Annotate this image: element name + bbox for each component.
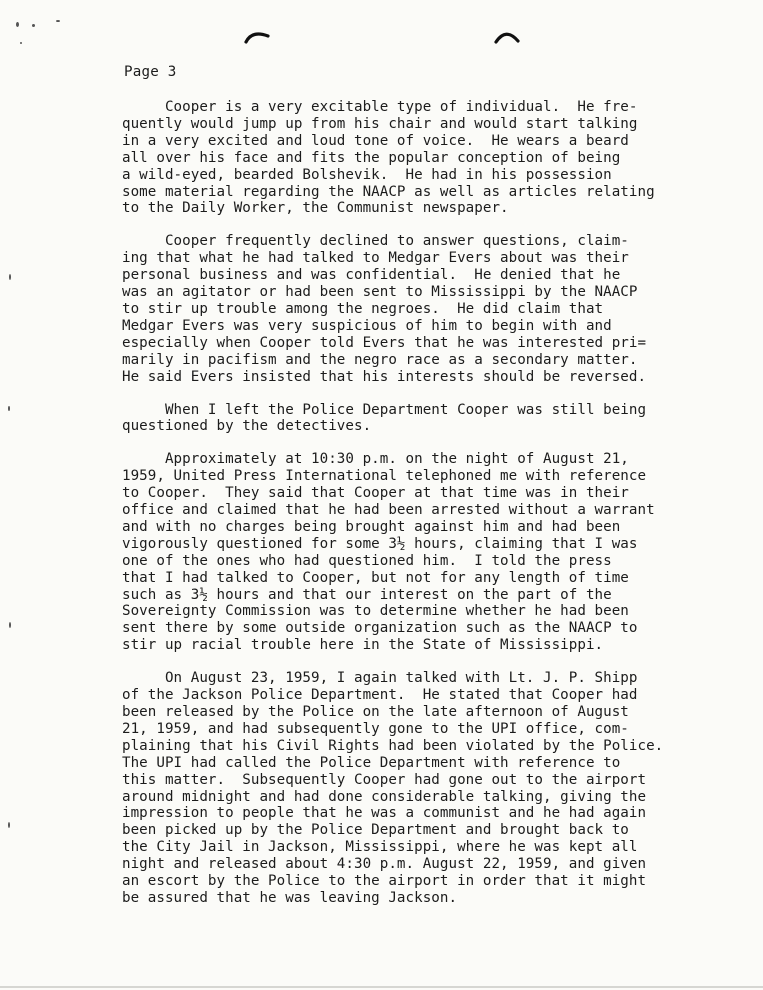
paragraph-cooper-description: Cooper is a very excitable type of individual. He fre- quently would jump up from his chair and would start talking in a very excited and loud tone of voice. He wears a beard all over his face and fits the popular conception of being a wild-eyed, bearded Bolshevik. He had in his possession some material regarding the NAACP as well as articles relating to the Daily Worker, the Communist newspaper. [122, 99, 655, 217]
scan-speck [32, 24, 35, 27]
paragraph-upi-call: Approximately at 10:30 p.m. on the night of August 21, 1959, United Press International telephoned me with reference to Cooper. They said that Cooper at that time was in their office and claimed that he had been arrested without a warrant and with no charges being brought against him and had been vigorously questioned for some 3½ hours, claiming that I was one of the ones who had questioned him. I told the press that I had talked to Cooper, but not for any length of time such as 3½ hours and that our interest on the part of the Sovereignty Commission was to determine whether he had been sent there by some outside organization such as the NAACP to stir up racial trouble here in the State of Mississippi. [122, 451, 655, 654]
scan-speck [8, 406, 10, 411]
scan-speck [9, 622, 11, 628]
scan-speck [9, 274, 11, 280]
paragraph-august-23: On August 23, 1959, I again talked with Lt. J. P. Shipp of the Jackson Police Department. He stated that Cooper had been released by the Police on the late afternoon of August 21, 1959, and had subsequently gone to the UPI office, com- plaining that his Civil Rights had been violated by the Police. The UPI had called the Police Department with reference to this matter. Subsequently Cooper had gone out to the airport around midnight and had done considerable talking, giving the impression to people that he was a communist and he had again been picked up by the Police Department and brought back to the City Jail in Jackson, Mississippi, where he was kept all night and released about 4:30 p.m. August 22, 1959, and given an escort by the Police to the airport in order that it might be assured that he was leaving Jackson. [122, 670, 664, 906]
paragraph-police-department: When I left the Police Department Cooper was still being questioned by the detectives. [122, 401, 647, 435]
paragraph-cooper-questioning: Cooper frequently declined to answer questions, claim- ing that what he had talked to Medgar Evers about was their personal business and was confidential. He denied that he was an agitator or had been sent to Mississippi by the NAACP to stir up trouble among the negroes. He did claim that Medgar Evers was very suspicious of him to begin with and especially when Cooper told Evers that he was interested pri= marily in pacifism and the negro race as a secondary matter. He said Evers insisted that his interests should be reversed. [122, 233, 647, 385]
scan-speck [16, 22, 19, 27]
body-text [122, 99, 712, 907]
punch-hole-mark-left [244, 28, 270, 44]
page-number: Page 3 [124, 64, 177, 80]
punch-hole-mark-right [494, 28, 520, 44]
scan-speck [20, 42, 22, 44]
bottom-page-edge [0, 986, 763, 988]
scan-speck [8, 822, 10, 828]
scan-speck [56, 20, 60, 22]
